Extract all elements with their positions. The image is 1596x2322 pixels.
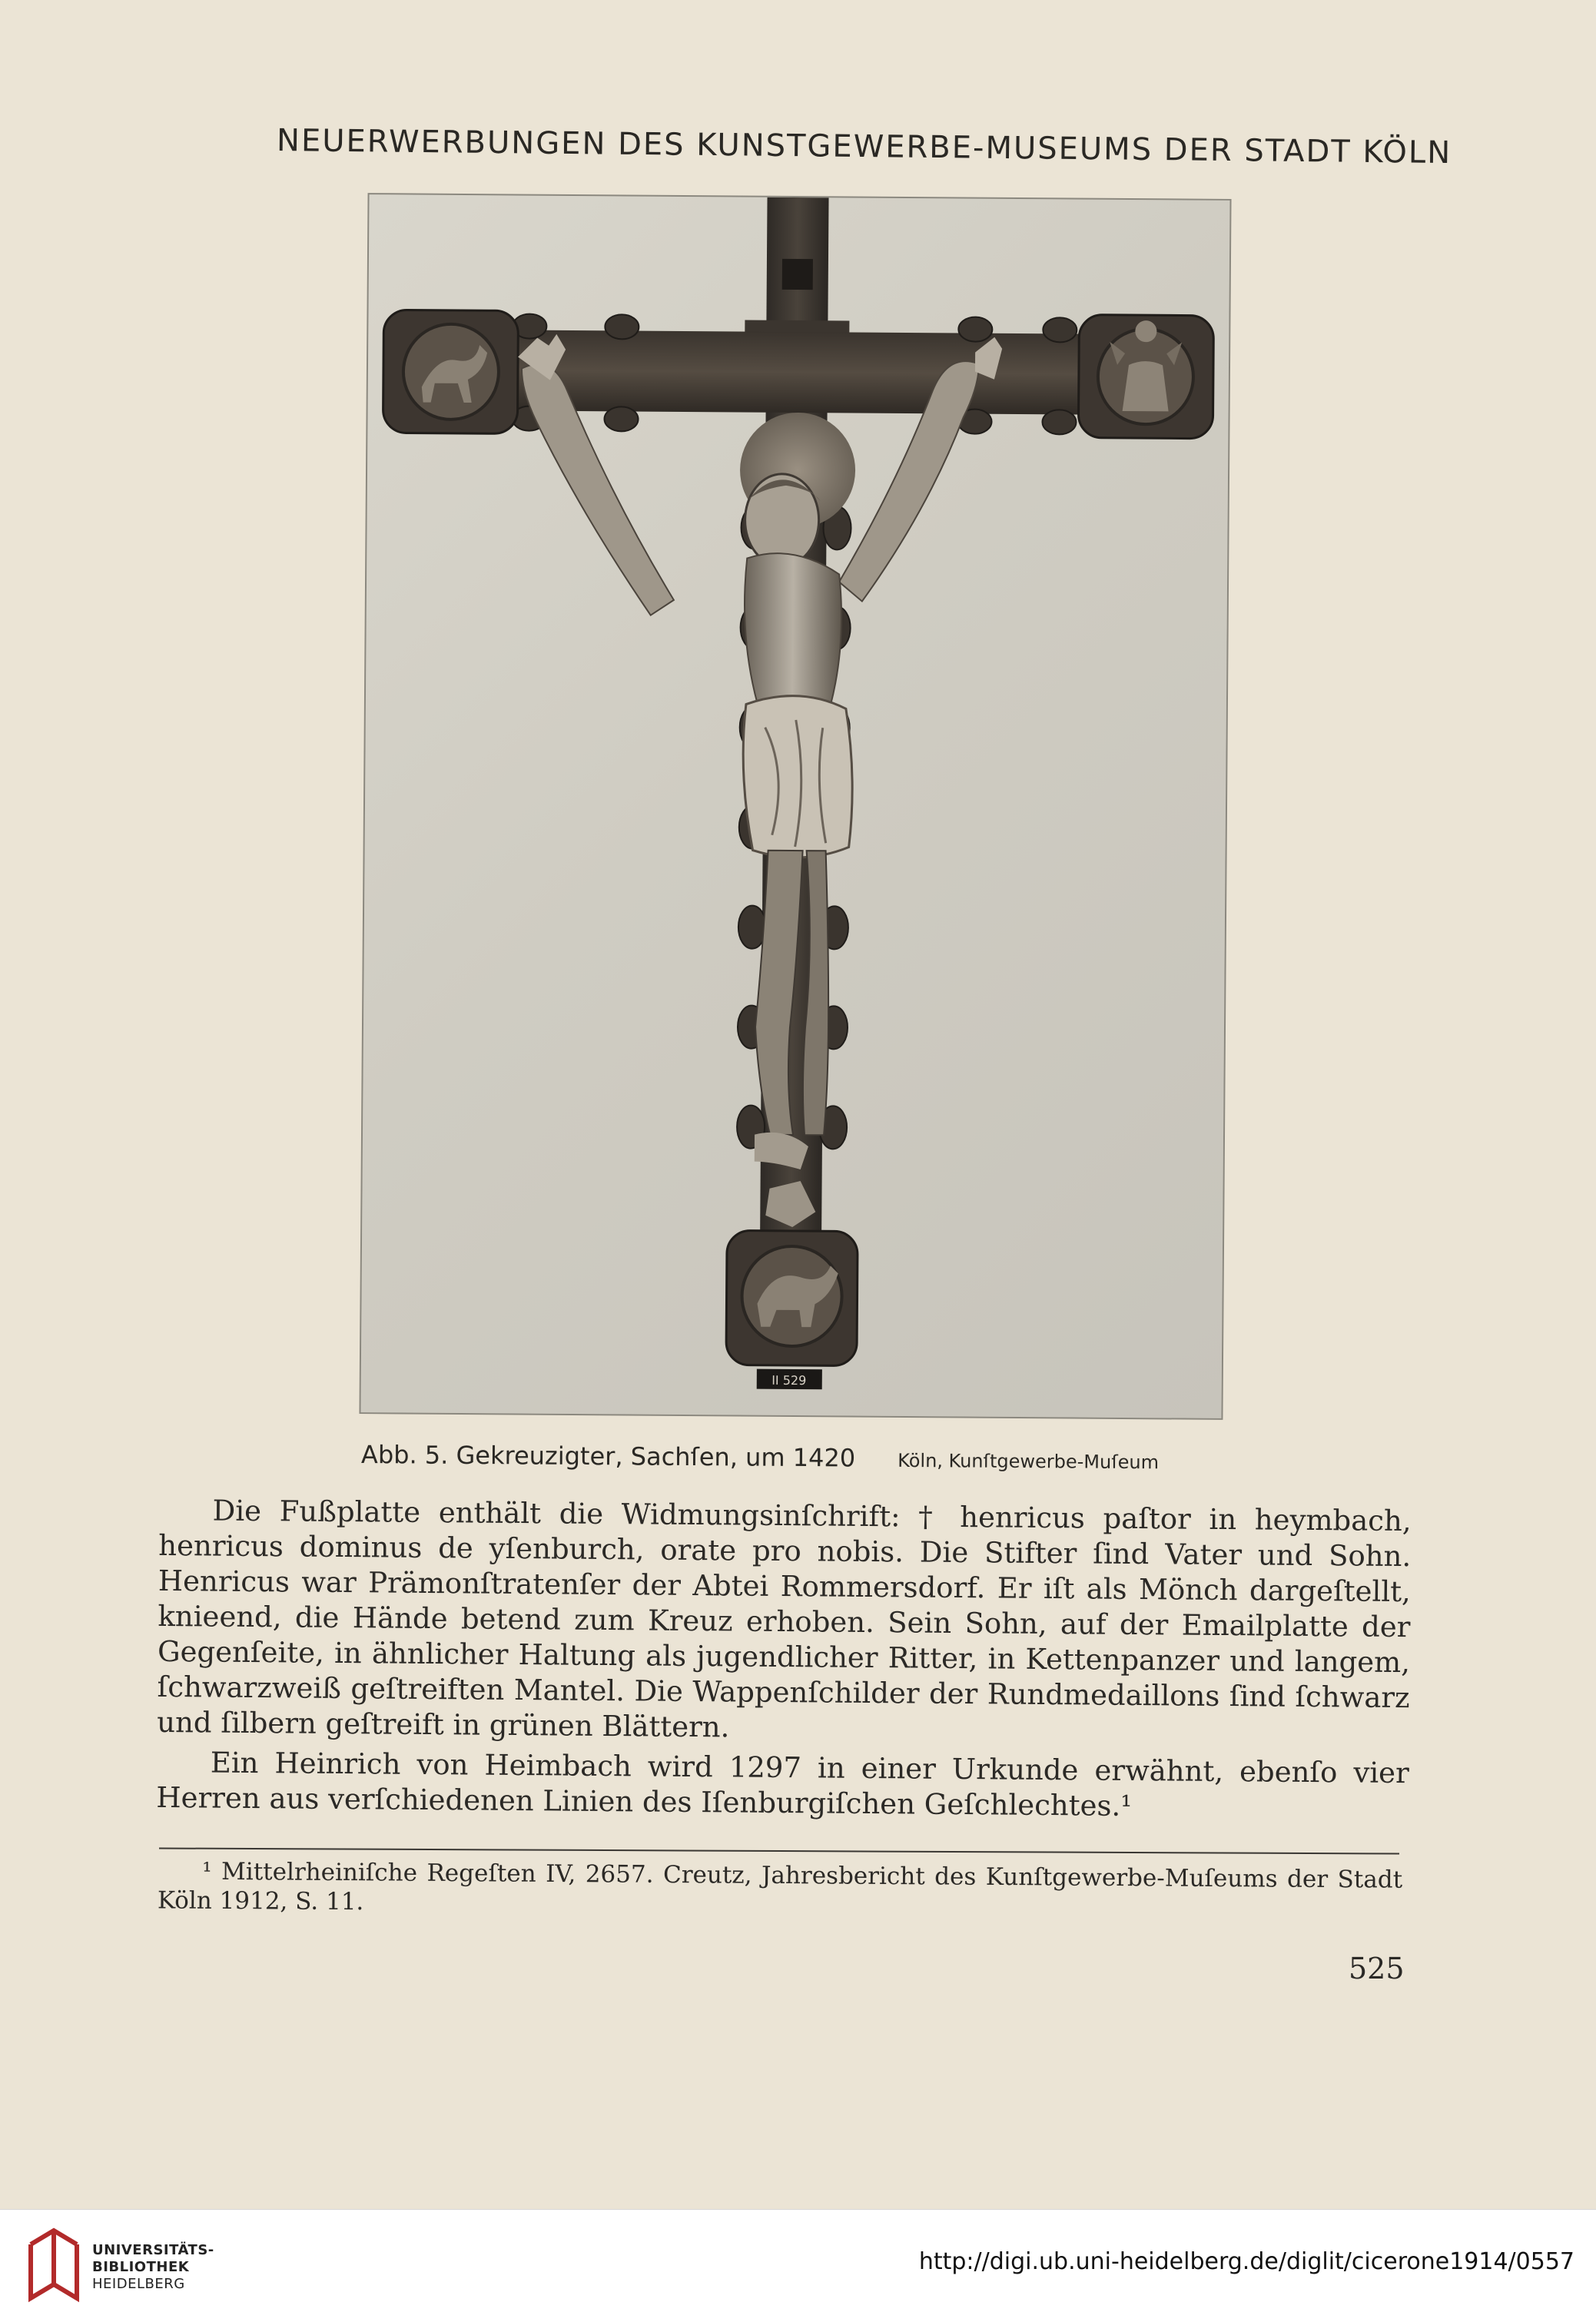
crucifix-photograph xyxy=(359,193,1231,1420)
library-line: UNIVERSITÄTS- xyxy=(92,2242,214,2258)
body-text xyxy=(156,1493,1412,1826)
paragraph: Die Fußplatte enthält die Widmungsinſchrift: † henricus paſtor in heymbach, henricus dominus de yſenburch, orate pro nobis. Die Stifter ſind Vater und Sohn. Henricus war Prämonſtratenſer der Abtei Rommersdorf. Er iſt als Mönch dargeſtellt, knieend, die Hände betend zum Kreuz erhoben. Sein Sohn, auf der Emailplatte der Gegenſeite, in ähnlicher Haltung als jugendlicher Ritter, in Kettenpanzer und langem, ſchwarzweiß geſtreiften Mantel. Die Wappenſchilder der Rundmedaillons ſind ſchwarz und ſilbern geſtreift in grünen Blättern. xyxy=(157,1494,1412,1744)
running-head: NEUERWERBUNGEN DES KUNSTGEWERBE-MUSEUMS DER STADT KÖLN xyxy=(276,123,1452,171)
figure-caption xyxy=(361,1440,1245,1475)
paragraph: Ein Heinrich von Heimbach wird 1297 in einer Urkunde erwähnt, ebenſo vier Herren aus verſchiedenen Linien des Iſenburgiſchen Geſchlechtes.¹ xyxy=(156,1746,1409,1823)
footnote-text: ¹ Mittelrheiniſche Regeſten IV, 2657. Creutz, Jahresbericht des Kunſtgewerbe-Muſeums der Stadt Köln 1912, S. 11. xyxy=(157,1857,1403,1916)
permalink-url[interactable]: http://digi.ub.uni-heidelberg.de/diglit/cicerone1914/0557 xyxy=(918,2248,1574,2275)
library-line: HEIDELBERG xyxy=(92,2276,185,2292)
inventory-label: II 529 xyxy=(771,1372,807,1388)
footnote-rule xyxy=(159,1847,1399,1854)
crucifix-illustration xyxy=(360,194,1229,1418)
library-name xyxy=(92,2242,214,2293)
page-number: 525 xyxy=(1349,1952,1405,1985)
library-line: BIBLIOTHEK xyxy=(92,2259,190,2275)
caption-location: Köln, Kunſtgewerbe-Muſeum xyxy=(898,1449,1160,1474)
caption-title: Abb. 5. Gekreuzigter, Sachſen, um 1420 xyxy=(360,1439,856,1473)
library-logo-icon xyxy=(23,2225,85,2310)
footer-bar xyxy=(0,2209,1596,2322)
footnote xyxy=(158,1856,1402,1923)
